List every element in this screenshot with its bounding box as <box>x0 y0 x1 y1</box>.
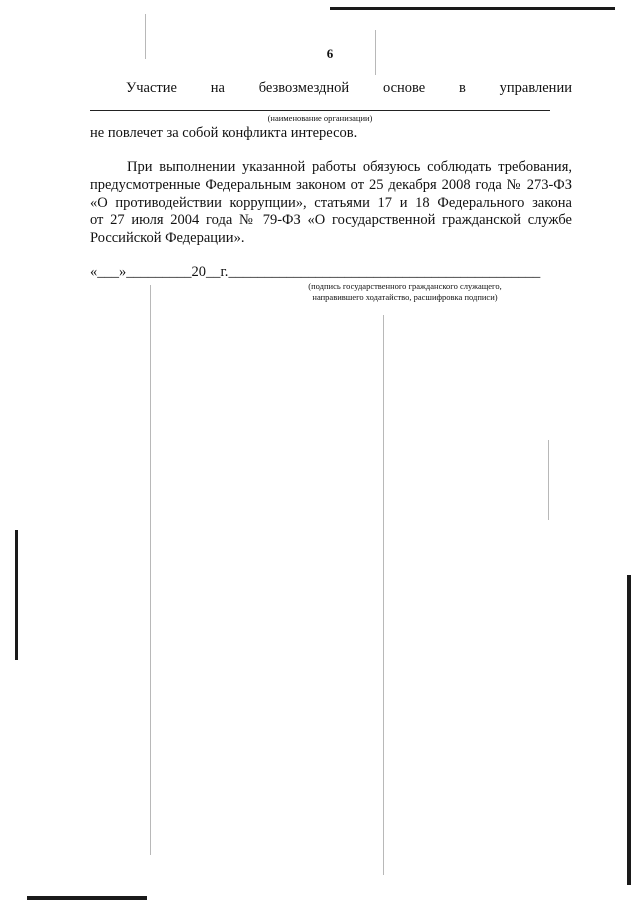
participation-word: Участие <box>126 80 177 96</box>
paragraph-line: При выполнении указанной работы обязуюсь соблюдать требования, <box>127 159 572 175</box>
signature-caption-line2: направившего ходатайство, расшифровка подписи) <box>312 292 498 302</box>
organization-name-caption: (наименование организации) <box>267 113 373 123</box>
page-number: 6 <box>326 46 334 61</box>
participation-word: управлении <box>499 80 572 96</box>
scan-vertical-streak <box>145 14 146 59</box>
scan-vertical-streak <box>548 440 549 520</box>
participation-word: безвозмездной <box>258 80 350 96</box>
paragraph-line: предусмотренные Федеральным законом от 25 декабря 2008 года № 273-ФЗ <box>90 176 572 193</box>
scan-left-edge-mark <box>15 530 18 660</box>
signature-field[interactable]: ___________________________________________ <box>228 264 541 280</box>
scan-vertical-streak <box>150 285 151 855</box>
participation-word: в <box>459 80 466 96</box>
paragraph-line: «О противодействии коррупции», статьями 17 и 18 Федерального закона <box>90 194 572 211</box>
date-field[interactable]: «___»_________20__г. <box>90 264 229 280</box>
signature-row <box>90 263 540 281</box>
organization-name-blank[interactable] <box>90 110 550 111</box>
scan-bottom-edge-bar <box>27 896 147 900</box>
conflict-statement: не повлечет за собой конфликта интересов. <box>90 125 358 141</box>
scan-right-edge-mark <box>627 575 631 885</box>
obligation-paragraph <box>90 159 572 248</box>
scan-vertical-streak <box>375 30 376 75</box>
participation-line <box>126 79 572 97</box>
participation-word: на <box>210 80 225 96</box>
signature-caption-line1: (подпись государственного гражданского служащего, <box>308 281 502 291</box>
scan-vertical-streak <box>383 315 384 875</box>
paragraph-line: от 27 июля 2004 года № 79-ФЗ «О государственной гражданской службе <box>90 212 572 229</box>
scan-top-edge-bar <box>330 7 615 10</box>
participation-word: основе <box>382 80 426 96</box>
paragraph-line: Российской Федерации». <box>90 230 245 247</box>
